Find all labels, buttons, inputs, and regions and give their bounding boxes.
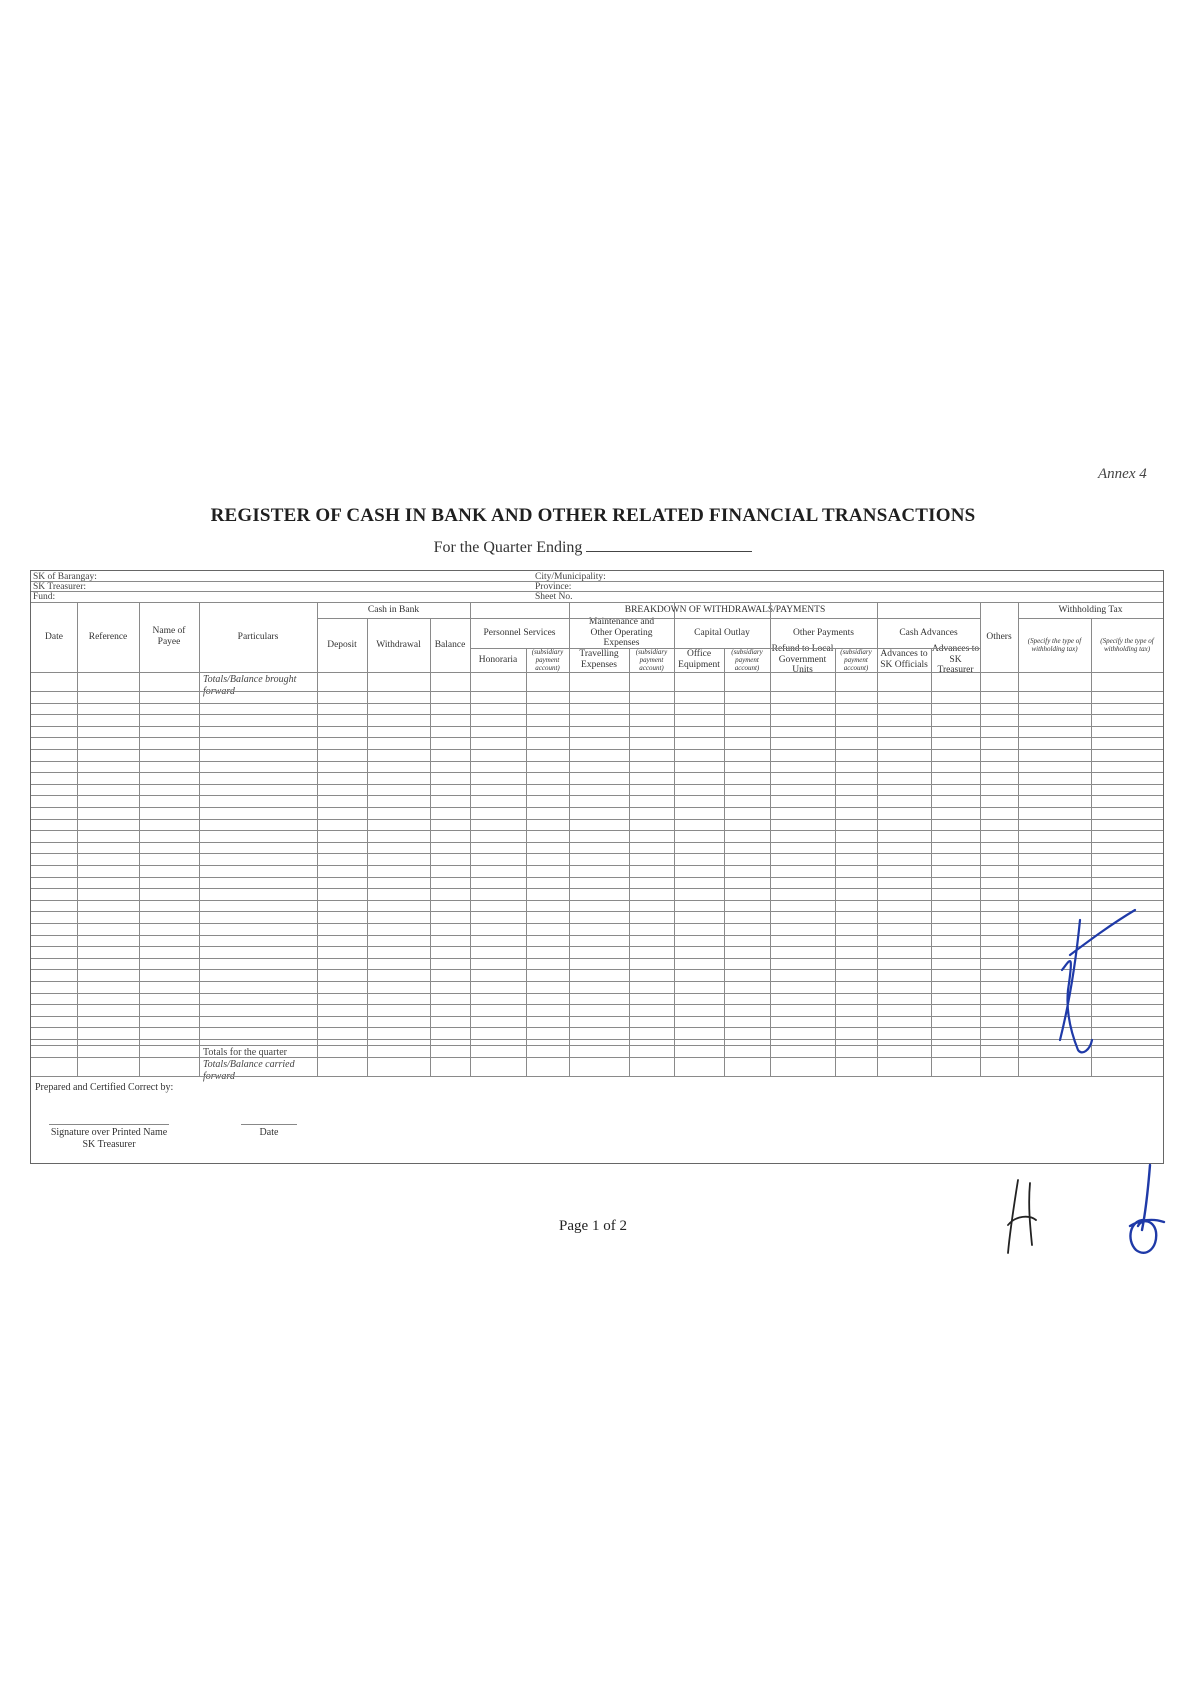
header-cash-in-bank: Cash in Bank [367, 604, 420, 615]
sk-treasurer-label: SK Treasurer: [33, 582, 87, 592]
header-others: Others [986, 631, 1012, 642]
header-wt-specify-1: (Specify the type of withholding tax) [1027, 636, 1082, 653]
header-deposit: Deposit [327, 639, 357, 650]
quarter-ending-blank [586, 537, 752, 552]
header-advances-treasurer: Advances to SK Treasurer [931, 643, 980, 676]
grid-hline [31, 795, 1163, 796]
grid-hline [31, 749, 1163, 750]
subtitle-text: For the Quarter Ending [433, 539, 583, 556]
header-mooe-subsidiary: (subsidiary payment account) [635, 647, 668, 673]
grid-hline [31, 714, 1163, 715]
grid-vline [367, 618, 368, 1076]
grid-hline [31, 877, 1163, 878]
info-line-2 [31, 591, 1163, 592]
grid-hline [31, 1016, 1163, 1017]
header-mooe: Maintenance and Other Operating Expenses [588, 616, 655, 649]
grid-hline [31, 703, 1163, 704]
header-cash-advances: Cash Advances [899, 627, 958, 638]
header-particulars: Particulars [237, 631, 279, 642]
grid-hline [31, 911, 1163, 912]
header-withholding-tax: Withholding Tax [1058, 604, 1123, 615]
grid-hline [31, 672, 1163, 673]
grid-hline [31, 993, 1163, 994]
grid-hline [31, 819, 1163, 820]
grid-hline [31, 946, 1163, 947]
header-honoraria: Honoraria [478, 654, 518, 665]
header-other-payments: Other Payments [793, 627, 854, 638]
header-wt-specify-2: (Specify the type of withholding tax) [1100, 636, 1154, 653]
header-breakdown: BREAKDOWN OF WITHDRAWALS/PAYMENTS [624, 604, 826, 615]
header-advances-officials: Advances to SK Officials [880, 649, 928, 670]
grid-hline [31, 1076, 1163, 1077]
grid-hline [31, 958, 1163, 959]
grid-hline [31, 1039, 1163, 1040]
sheet-label: Sheet No. [535, 592, 573, 602]
header-reference: Reference [88, 631, 128, 642]
header-refund: Refund to Local Government Units [771, 643, 834, 676]
grid-hline [317, 618, 470, 619]
grid-hline [31, 830, 1163, 831]
header-withdrawal: Withdrawal [376, 639, 421, 650]
grid-hline [31, 807, 1163, 808]
grid-hline [31, 1004, 1163, 1005]
grid-hline [31, 969, 1163, 970]
date-label: Date [259, 1127, 279, 1138]
handwritten-initials-2 [1120, 1160, 1170, 1260]
header-co-subsidiary: (subsidiary payment account) [731, 647, 763, 673]
grid-hline [31, 865, 1163, 866]
grid-hline [31, 853, 1163, 854]
header-personnel-services: Personnel Services [483, 627, 556, 638]
grid-vline [724, 648, 725, 1076]
grid-vline [931, 648, 932, 1076]
prepared-by-label: Prepared and Certified Correct by: [35, 1082, 174, 1093]
grid-hline [31, 923, 1163, 924]
grid-vline [835, 648, 836, 1076]
signature-line [49, 1124, 169, 1125]
grid-hline [31, 1027, 1163, 1028]
grid-hline [31, 761, 1163, 762]
register-form [30, 570, 1164, 1164]
grid-hline [1018, 618, 1163, 619]
date-line [241, 1124, 297, 1125]
grid-vline [526, 648, 527, 1076]
grid-hline [31, 784, 1163, 785]
header-ps-subsidiary: (subsidiary payment account) [531, 647, 564, 673]
header-travelling: Travelling Expenses [579, 649, 619, 670]
row-brought-forward: Totals/Balance brought forward [203, 674, 297, 697]
grid-hline [470, 618, 980, 619]
sk-treasurer-title: SK Treasurer [82, 1139, 136, 1150]
grid-hline [31, 726, 1163, 727]
grid-hline [31, 691, 1163, 692]
page-number: Page 1 of 2 [559, 1218, 627, 1234]
grid-hline [31, 1057, 1163, 1058]
annex-label: Annex 4 [1098, 466, 1147, 482]
signature-label: Signature over Printed Name [50, 1127, 168, 1138]
grid-hline [31, 888, 1163, 889]
sk-barangay-label: SK of Barangay: [33, 572, 97, 582]
document-subtitle [0, 537, 1186, 557]
grid-vline [430, 618, 431, 1076]
header-op-subsidiary: (subsidiary payment account) [840, 647, 872, 673]
grid-hline [31, 772, 1163, 773]
header-payee: Name of Payee [152, 626, 186, 647]
province-label: Province: [535, 582, 572, 592]
fund-label: Fund: [33, 592, 56, 602]
city-label: City/Municipality: [535, 572, 606, 582]
grid-hline [31, 1045, 1163, 1046]
handwritten-initials-1 [1000, 1175, 1050, 1255]
grid-hline [470, 648, 980, 649]
document-title: REGISTER OF CASH IN BANK AND OTHER RELATED FINANCIAL TRANSACTIONS [210, 505, 976, 526]
grid-hline [31, 935, 1163, 936]
grid-hline [31, 981, 1163, 982]
grid-hline [31, 842, 1163, 843]
grid-hline [31, 900, 1163, 901]
header-office-equipment: Office Equipment [678, 649, 720, 670]
handwritten-signature-mark [1040, 900, 1140, 1060]
header-capital-outlay: Capital Outlay [694, 627, 750, 638]
header-date: Date [45, 631, 63, 642]
row-totals-quarter: Totals for the quarter [203, 1047, 287, 1058]
row-carried-forward: Totals/Balance carried forward [203, 1059, 295, 1082]
grid-hline [31, 737, 1163, 738]
header-balance: Balance [434, 639, 466, 650]
info-line-1 [31, 581, 1163, 582]
grid-vline [629, 648, 630, 1076]
